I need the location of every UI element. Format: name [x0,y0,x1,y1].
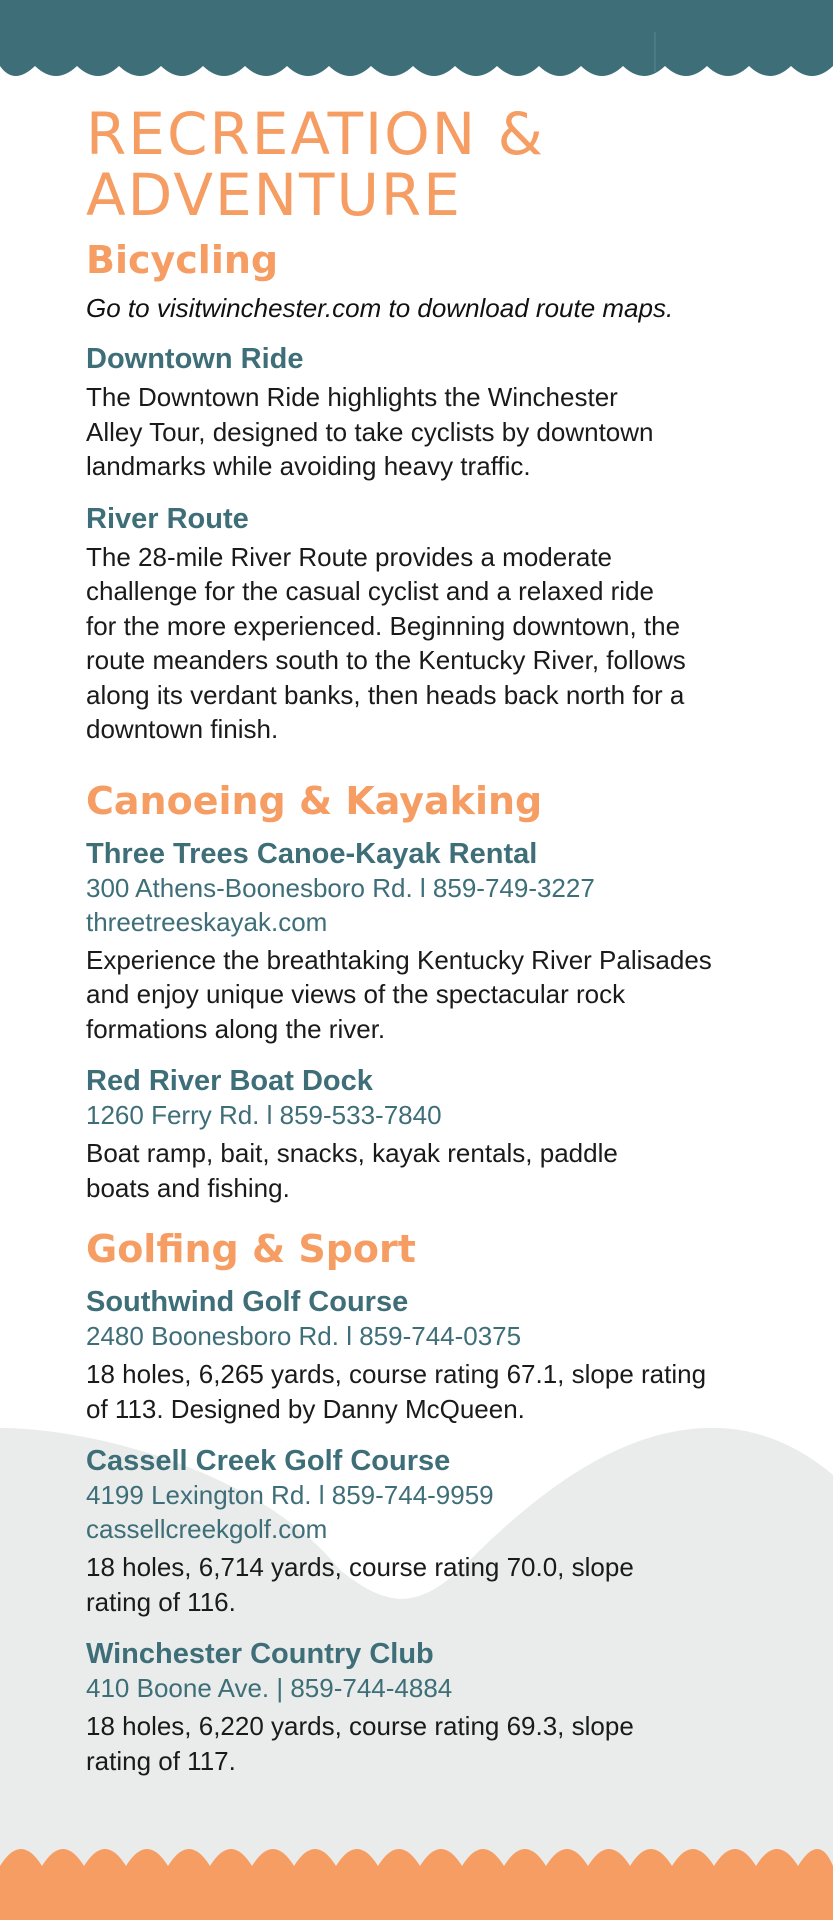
listing-title: Cassell Creek Golf Course [86,1445,451,1477]
listing-address: 2480 Boonesboro Rd. l 859-744-0375 [86,1321,522,1351]
top-teal-banner [0,0,833,76]
listing-description: 18 holes, 6,265 yards, course rating 67.1, slope rating of 113. Designed by Danny McQueen. [86,1359,707,1424]
section-heading-bicycling: Bicycling [86,238,279,282]
listing-title: Three Trees Canoe-Kayak Rental [86,837,538,870]
listing-website: threetreeskayak.com [86,906,328,937]
listing-description: Experience the breathtaking Kentucky River Palisades and enjoy unique views of the spectacular rock formations along the river. [86,944,712,1044]
listing-title: Downtown Ride [86,343,304,375]
listing-three-trees [86,837,766,1047]
listing-red-river [86,1064,766,1205]
listing-description: 18 holes, 6,714 yards, course rating 70.0, slope rating of 116. [86,1552,634,1617]
listing-address: 300 Athens-Boonesboro Rd. l 859-749-3227 [86,872,595,903]
listing-address: 1260 Ferry Rd. l 859-533-7840 [86,1100,442,1130]
content-column [86,100,766,1796]
listing-website: cassellcreekgolf.com [86,1514,328,1544]
page-title [86,100,766,229]
listing-title: Southwind Golf Course [86,1286,409,1318]
listing-downtown-ride [86,342,766,484]
listing-title: River Route [86,502,249,535]
page-title-line-1: RECREATION & [86,100,545,168]
section-heading-golfing: Golfing & Sport [86,1227,416,1271]
listing-title: Red River Boat Dock [86,1065,373,1097]
page-title-line-2: ADVENTURE [86,161,462,229]
listing-southwind [86,1285,766,1426]
listing-title: Winchester Country Club [86,1638,434,1670]
section-heading-canoeing: Canoeing & Kayaking [86,778,543,823]
listing-address: 410 Boone Ave. | 859-744-4884 [86,1673,453,1703]
listing-cassell-creek [86,1444,766,1619]
listing-river-route [86,502,766,747]
bicycling-intro: Go to visitwinchester.com to download route maps. [86,293,674,323]
listing-description: 18 holes, 6,220 yards, course rating 69.3, slope rating of 117. [86,1711,634,1776]
listing-winchester-country-club [86,1637,766,1778]
listing-description: The Downtown Ride highlights the Winchester Alley Tour, designed to take cyclists by downtown landmarks while avoiding heavy traffic. [86,382,654,481]
listing-description: Boat ramp, bait, snacks, kayak rentals, paddle boats and fishing. [86,1138,618,1203]
listing-address: 4199 Lexington Rd. l 859-744-9959 [86,1480,494,1510]
listing-description: The 28-mile River Route provides a moderate challenge for the casual cyclist and a relaxed ride for the more experienced. Beginning downtown, the route meanders south to the Kentucky River, follows along its verdant banks, then heads back north for a downtown finish. [86,541,686,744]
